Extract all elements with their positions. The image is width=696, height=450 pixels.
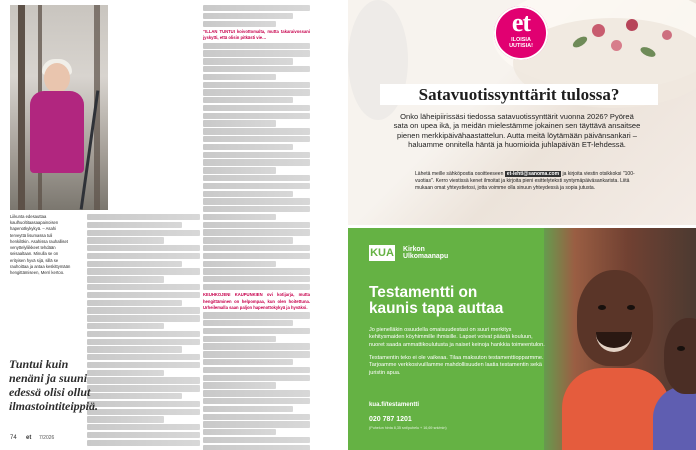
phone-price-note: (Puhelun hinta 8,35 snt/puhelu + 16,69 snt/min) [369, 426, 447, 430]
birthday-ad-contact [415, 171, 639, 191]
woman-walking-photo [10, 5, 108, 210]
child-eye [677, 346, 685, 351]
testament-headline: Testamentti on kaunis tapa auttaa [369, 284, 504, 318]
section-lead-two: KEUHKOJENI KAUPUNKIEN ovi kotijarja, mutta hengittäminen on helpompaa, kun olen hoitettuna. Urheilemalla saan paljon hapenottokykyä ja hyväksi. [203, 292, 310, 310]
page-number: 74 [10, 435, 17, 441]
article-column-two [203, 5, 310, 450]
testament-paragraph-two: Testamentin teko ei ole vaikeaa. Tilaa maksuton testamenttiopparmme. Tarjoamme verkkosivuillamme mahdollisuuden laatia testamentin sekä juristin apua. [369, 354, 544, 376]
testament-phone-number[interactable]: 020 787 1201 [369, 416, 412, 423]
birthday-ad-body: Onko läheipiirissäsi tiedossa satavuotissynttärit vuonna 2026? Pyöreä sata on upea ikä, ja meidän mielestämme jokainen sen täyttävä ansaitsee pienen merkkipäivähaastattelun. Autta meitä löytämään päivänsankari – haluamme onnitella häntä ja huomioida juhlapäivän ET-lehdessä. [393, 112, 641, 150]
contact-prefix: Lähetä meille sähköpostia osoitteeseen [415, 171, 505, 177]
child-eye [627, 305, 635, 310]
brand-mark: et [26, 435, 32, 441]
section-lead-one: “ILLAN TUNTUI koivottomalta, mutta takaraivossani jyskytti, että olisin pitkästi vie… [203, 28, 310, 41]
pull-quote: Tuntui kuin nenäni ja suuni edessä olisi ollut ilmastointiteippiä. [9, 357, 99, 414]
berry-decoration [611, 40, 622, 51]
person-head [44, 63, 70, 93]
kua-logo-text: Kirkon Ulkomaanapu [403, 246, 449, 261]
berry-decoration [592, 24, 605, 37]
et-logo-text: et [511, 8, 531, 37]
child-eye [598, 305, 606, 310]
email-link[interactable]: et-lehti@sanoma.com [506, 171, 560, 177]
tree-trunk [18, 5, 25, 210]
berry-decoration [626, 19, 638, 31]
birthday-ad-headline: Satavuotissynttärit tulossa? [380, 84, 658, 105]
et-logo-tagline: ILOISIA UUTISIA! [509, 37, 533, 49]
testament-body [369, 327, 545, 383]
et-logo-badge [494, 6, 548, 60]
testament-website-link[interactable]: kua.fi/testamentti [369, 401, 420, 408]
pink-jacket [30, 91, 84, 173]
photo-caption: Liikunta edesauttaa kaulhuoltitaasaapainoisen hapenotkykykyä. – Asahi terveyttä lisumassa tuli henkilökin. Asahissa rauhalliset venyttelyliikkeet tehdään seisaaltaan. Minulla se on erityisen hyvä sijä, sillä se rauhoittaa ja antaa keskittymään hengittämiseen, Merri kertoo. [10, 214, 71, 275]
berry-decoration [662, 30, 672, 40]
issue-number: 7/2026 [39, 435, 55, 441]
testament-paragraph-one: Jo pienelläkin osuudella omaisuudestasi on suuri merkitys kehitysmaiden köyhimmille ihmisille. Lapset voivat päästä kouluun, nuoret saada ammattikoulutusta ja naiset keinoja hankkia toimeentulon. [369, 327, 545, 348]
left-magazine-page [0, 0, 345, 450]
kua-logo: KUA [370, 247, 394, 259]
contact-suffix: ja kirjoita viestin otsikkoksi "100-vuotias". Kerro viestissä kenet ilmoitat ja kirjoita pieni esittelyteksti syntymäpäiväsankarista. Liitä mukaan omat yhteystietosi, jotta voimme olla sinuun yhteydessä ja sopia jutusta. [415, 171, 635, 191]
